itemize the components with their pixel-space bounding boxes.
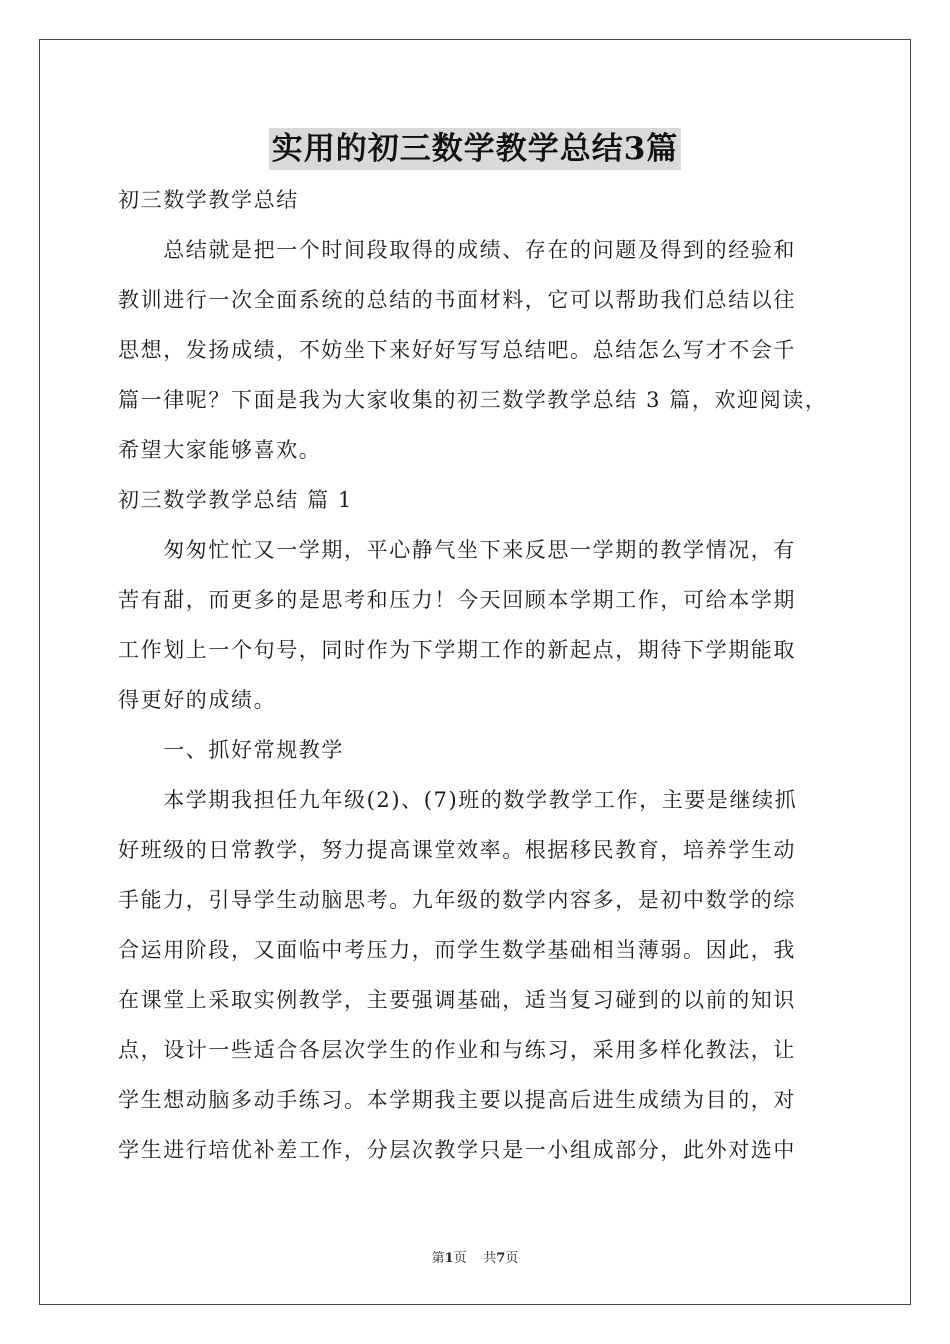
paragraph-line: 学生进行培优补差工作，分层次教学只是一小组成部分，此外对选中 <box>118 1138 796 1162</box>
page-border <box>39 39 911 1305</box>
paragraph-line: 学生想动脑多动手练习。本学期我主要以提高后进生成绩为目的，对 <box>118 1088 796 1112</box>
paragraph-line: 教训进行一次全面系统的总结的书面材料，它可以帮助我们总结以往 <box>118 288 796 312</box>
paragraph-line: 好班级的日常教学，努力提高课堂效率。根据移民教育，培养学生动 <box>118 838 796 862</box>
paragraph-line: 总结就是把一个时间段取得的成绩、存在的问题及得到的经验和 <box>118 238 796 262</box>
page-footer <box>0 1247 950 1266</box>
paragraph-line: 苦有甜，而更多的是思考和压力！今天回顾本学期工作，可给本学期 <box>118 588 796 612</box>
paragraph-line: 手能力，引导学生动脑思考。九年级的数学内容多，是初中数学的综 <box>118 888 796 912</box>
paragraph-line: 思想，发扬成绩，不妨坐下来好好写写总结吧。总结怎么写才不会千 <box>118 338 796 362</box>
section-heading: 初三数学教学总结 <box>118 188 299 212</box>
paragraph-line: 在课堂上采取实例教学，主要强调基础，适当复习碰到的以前的知识 <box>118 988 796 1012</box>
page-number: 1 <box>444 1251 454 1266</box>
paragraph-line: 匆匆忙忙又一学期，平心静气坐下来反思一学期的教学情况，有 <box>118 538 796 562</box>
paragraph-line: 希望大家能够喜欢。 <box>118 438 322 462</box>
paragraph-line: 点，设计一些适合各层次学生的作业和与练习，采用多样化教法，让 <box>118 1038 796 1062</box>
page-prefix: 第 <box>431 1251 445 1266</box>
total-unit: 页 <box>505 1251 519 1266</box>
document-title: 实用的初三数学教学总结3篇 <box>269 128 682 170</box>
paragraph-line: 篇一律呢？下面是我为大家收集的初三数学教学总结 3 篇，欢迎阅读， <box>118 388 828 412</box>
paragraph-line: 工作划上一个句号，同时作为下学期工作的新起点，期待下学期能取 <box>118 638 796 662</box>
total-pages: 7 <box>496 1251 506 1266</box>
paragraph-line: 合运用阶段，又面临中考压力，而学生数学基础相当薄弱。因此，我 <box>118 938 796 962</box>
paragraph-line: 本学期我担任九年级(2)、(7)班的数学教学工作，主要是继续抓 <box>118 788 798 812</box>
paragraph-line: 得更好的成绩。 <box>118 688 277 712</box>
total-prefix: 共 <box>483 1251 497 1266</box>
subheading-line: 一、抓好常规教学 <box>118 738 344 762</box>
title-wrap <box>0 128 950 170</box>
section-heading: 初三数学教学总结 篇 1 <box>118 488 353 512</box>
page-unit: 页 <box>453 1251 467 1266</box>
